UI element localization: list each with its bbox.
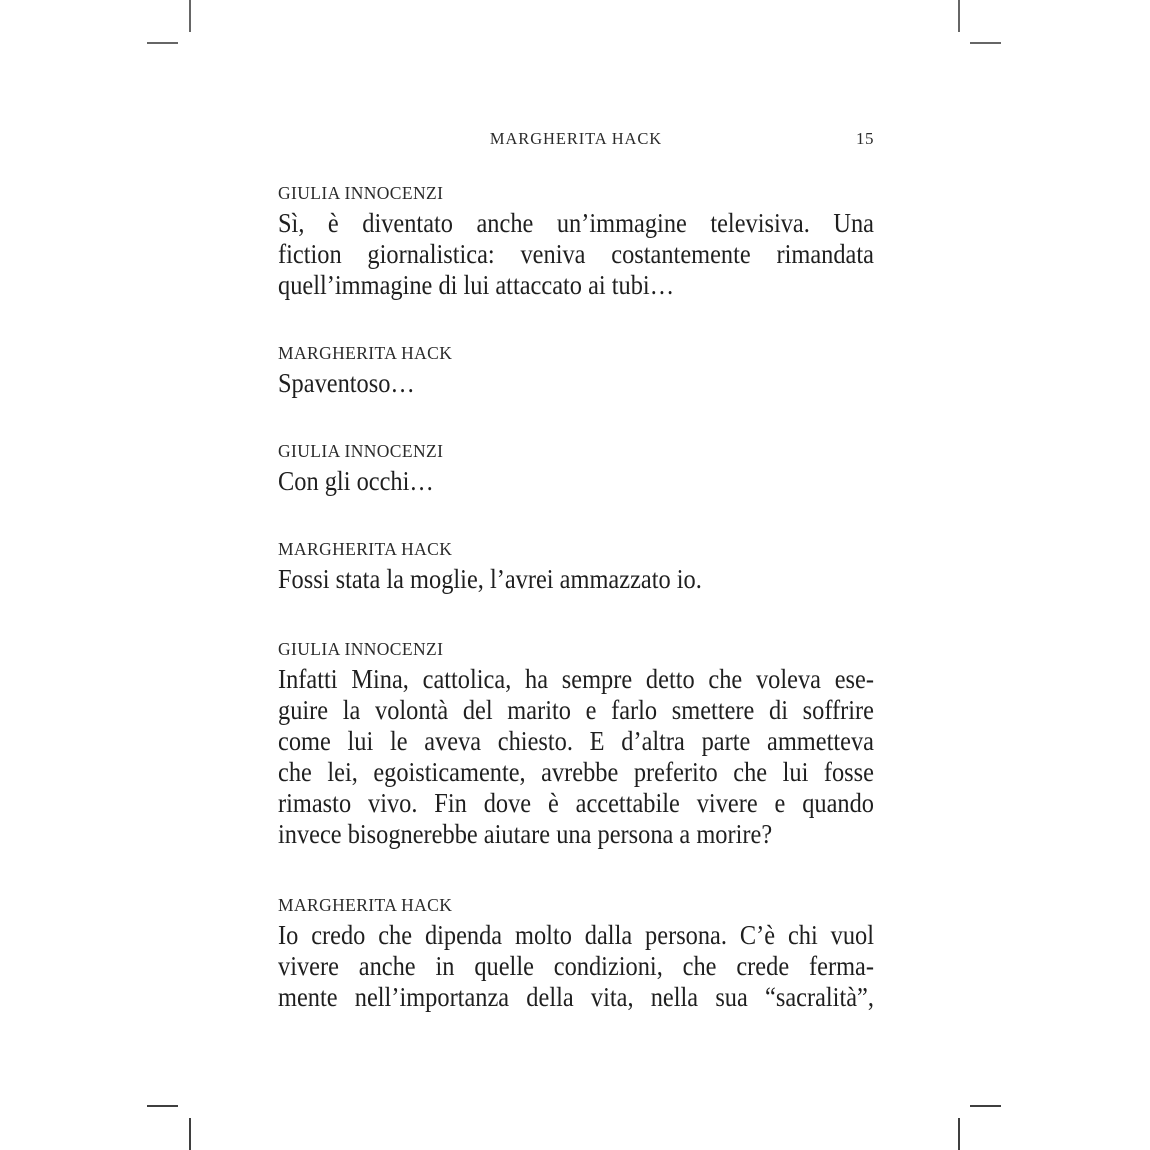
dialogue-block xyxy=(278,181,874,301)
crop-mark-top-right-horizontal xyxy=(970,42,1001,44)
dialogue-line: Fossi stata la moglie, l’avrei ammazzato io. xyxy=(278,564,702,594)
crop-mark-top-right-vertical xyxy=(958,0,960,32)
dialogue-paragraph xyxy=(278,664,874,850)
dialogue-line: Sì, è diventato anche un’immagine televisiva. Una xyxy=(278,208,874,238)
dialogue-line: mente nell’importanza della vita, nella sua “sacralità”, xyxy=(278,982,874,1012)
dialogue-paragraph xyxy=(278,920,874,1013)
dialogue-line: che lei, egoisticamente, avrebbe preferito che lui fosse xyxy=(278,757,874,787)
dialogue-line: invece bisognerebbe aiutare una persona a morire? xyxy=(278,819,773,849)
dialogue-block xyxy=(278,893,874,1013)
crop-mark-bottom-left-vertical xyxy=(189,1118,191,1150)
dialogue-block xyxy=(278,439,874,497)
running-header-title: MARGHERITA HACK xyxy=(489,129,663,148)
dialogue-line: guire la volontà del marito e farlo smettere di soffrire xyxy=(278,695,874,725)
speaker-label: MARGHERITA HACK xyxy=(278,539,453,559)
crop-mark-top-left-horizontal xyxy=(147,42,178,44)
crop-mark-bottom-left-horizontal xyxy=(147,1105,178,1107)
speaker-label: GIULIA INNOCENZI xyxy=(278,183,444,203)
speaker-label: MARGHERITA HACK xyxy=(278,343,453,363)
dialogue-paragraph xyxy=(278,466,874,497)
dialogue-line: Infatti Mina, cattolica, ha sempre detto che voleva ese- xyxy=(278,664,874,694)
dialogue-line: fiction giornalistica: veniva costantemente rimandata xyxy=(278,239,874,269)
dialogue-line: quell’immagine di lui attaccato ai tubi… xyxy=(278,270,675,300)
crop-mark-bottom-right-horizontal xyxy=(970,1105,1001,1107)
dialogue-paragraph xyxy=(278,208,874,301)
speaker-label: MARGHERITA HACK xyxy=(278,895,453,915)
dialogue-line: Io credo che dipenda molto dalla persona. C’è chi vuol xyxy=(278,920,874,950)
dialogue-line: Con gli occhi… xyxy=(278,466,434,496)
dialogue-block xyxy=(278,537,874,595)
speaker-label: GIULIA INNOCENZI xyxy=(278,441,444,461)
crop-mark-bottom-right-vertical xyxy=(958,1118,960,1150)
dialogue-block xyxy=(278,637,874,850)
dialogue-line: vivere anche in quelle condizioni, che crede ferma- xyxy=(278,951,874,981)
speaker-label: GIULIA INNOCENZI xyxy=(278,639,444,659)
dialogue-line: rimasto vivo. Fin dove è accettabile vivere e quando xyxy=(278,788,874,818)
crop-mark-top-left-vertical xyxy=(189,0,191,32)
page-number: 15 xyxy=(856,129,874,148)
dialogue-line: come lui le aveva chiesto. E d’altra parte ammetteva xyxy=(278,726,874,756)
dialogue-paragraph xyxy=(278,368,874,399)
dialogue-paragraph xyxy=(278,564,874,595)
dialogue-block xyxy=(278,341,874,399)
dialogue-line: Spaventoso… xyxy=(278,368,415,398)
running-header xyxy=(278,128,874,150)
